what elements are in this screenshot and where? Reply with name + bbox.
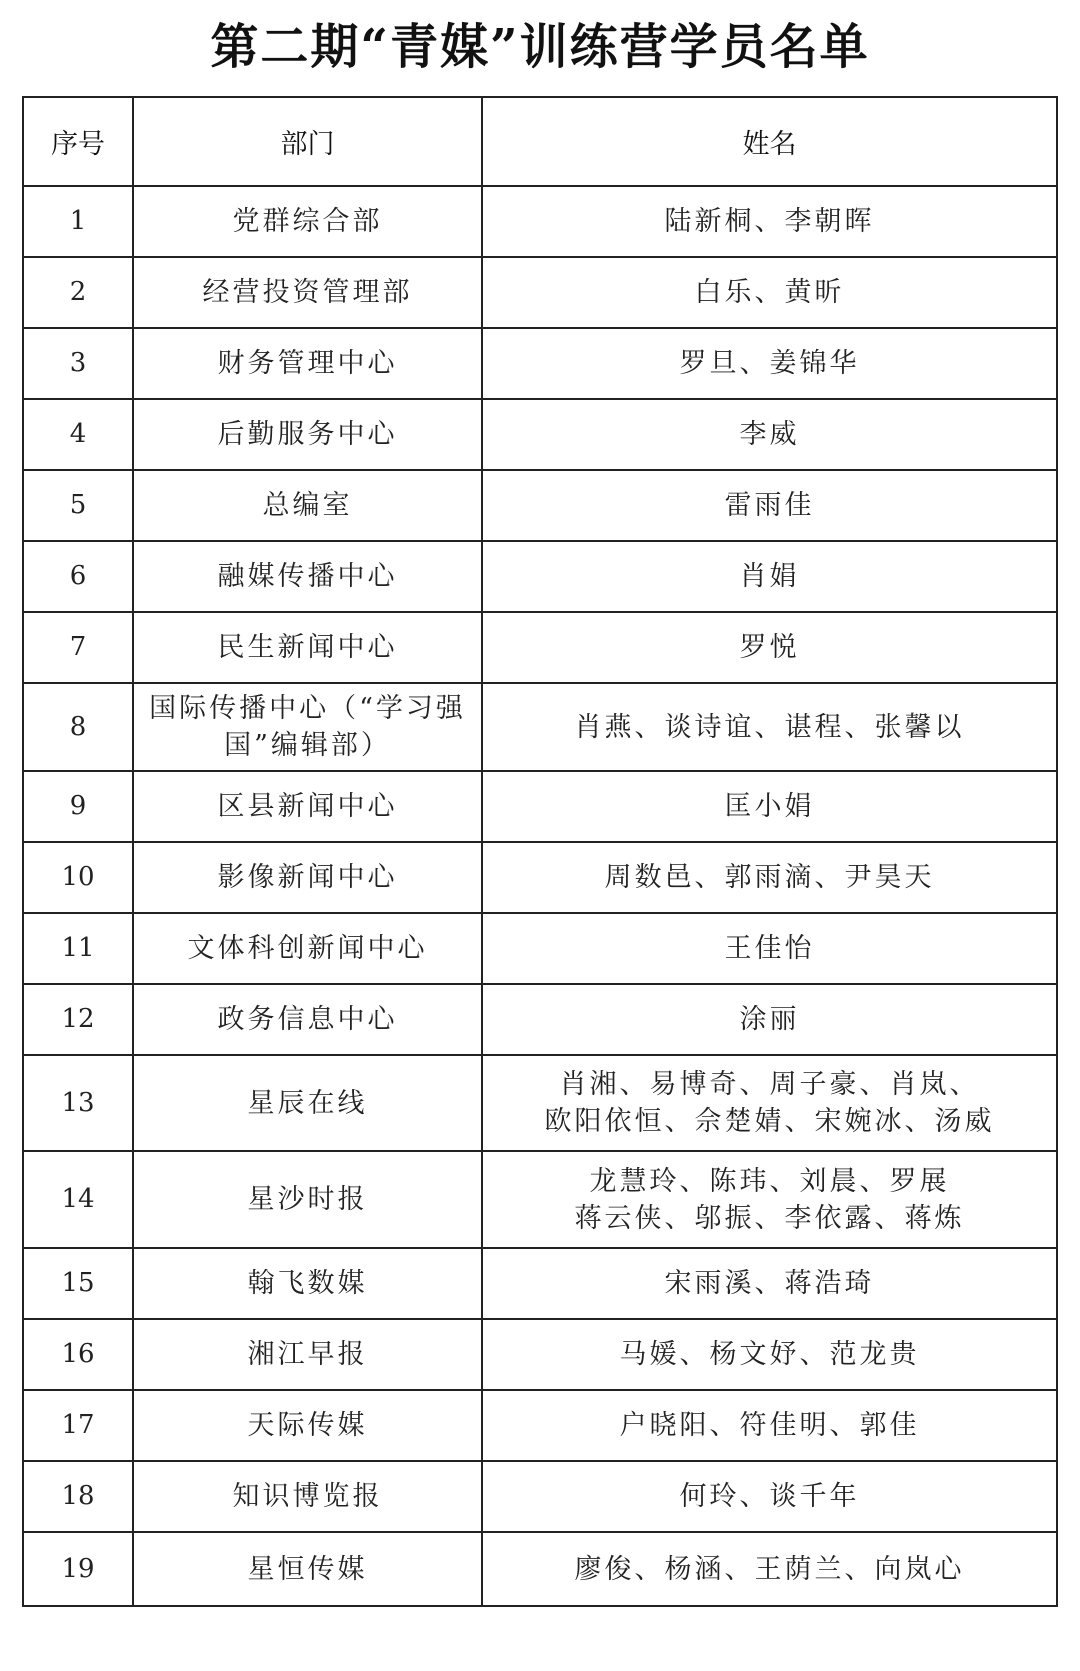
row-department [133, 1390, 482, 1461]
header-department: 部门 [133, 97, 482, 186]
row-number: 7 [23, 612, 133, 683]
table-row [23, 1461, 1057, 1532]
row-number: 14 [23, 1151, 133, 1248]
row-names [482, 1151, 1057, 1248]
row-department [133, 913, 482, 984]
row-number: 11 [23, 913, 133, 984]
row-names [482, 257, 1057, 328]
department-line: 国”编辑部） [224, 730, 391, 761]
row-number: 12 [23, 984, 133, 1055]
table-row [23, 328, 1057, 399]
names-line: 罗旦、姜锦华 [679, 348, 860, 379]
row-number: 6 [23, 541, 133, 612]
table-row [23, 612, 1057, 683]
names-line: 肖娟 [739, 561, 800, 592]
page-title: 第二期“青媒”训练营学员名单 [210, 19, 870, 75]
names-line: 欧阳依恒、佘楚婧、宋婉冰、汤威 [544, 1106, 995, 1137]
row-names [482, 1319, 1057, 1390]
department-line: 国际传播中心（“学习强 [149, 693, 466, 724]
names-line: 王佳怡 [724, 933, 815, 964]
row-department [133, 257, 482, 328]
table-row [23, 1390, 1057, 1461]
names-line: 蒋云侠、邬振、李依露、蒋炼 [574, 1202, 965, 1234]
department-line: 总编室 [262, 490, 353, 521]
names-line: 户晓阳、符佳明、郭佳 [619, 1410, 920, 1441]
table-row [23, 771, 1057, 842]
department-line: 后勤服务中心 [217, 419, 398, 450]
row-department [133, 984, 482, 1055]
names-line: 白乐、黄昕 [694, 277, 845, 308]
row-number: 19 [23, 1532, 133, 1606]
row-number: 5 [23, 470, 133, 541]
table-row [23, 1248, 1057, 1319]
row-names [482, 1248, 1057, 1319]
names-line: 马媛、杨文妤、范龙贵 [619, 1339, 920, 1370]
table-row [23, 1055, 1057, 1151]
names-line: 廖俊、杨涵、王荫兰、向岚心 [574, 1553, 965, 1585]
names-line: 罗悦 [739, 632, 800, 663]
department-line: 影像新闻中心 [217, 862, 398, 893]
row-department [133, 1319, 482, 1390]
row-names [482, 1390, 1057, 1461]
table-row [23, 683, 1057, 771]
names-line: 匡小娟 [724, 791, 815, 822]
row-number: 1 [23, 186, 133, 257]
row-names [482, 842, 1057, 913]
department-line: 星沙时报 [247, 1184, 368, 1215]
row-names [482, 328, 1057, 399]
row-department [133, 541, 482, 612]
names-line: 陆新桐、李朝晖 [664, 206, 875, 237]
row-names [482, 612, 1057, 683]
table-row [23, 1319, 1057, 1390]
row-number: 4 [23, 399, 133, 470]
roster-body [23, 186, 1057, 1606]
department-line: 星恒传媒 [247, 1553, 368, 1585]
department-line: 民生新闻中心 [217, 632, 398, 663]
row-number: 13 [23, 1055, 133, 1151]
row-department [133, 842, 482, 913]
names-line: 何玲、谈千年 [679, 1481, 860, 1512]
row-number: 15 [23, 1248, 133, 1319]
table-row [23, 984, 1057, 1055]
header-row [23, 97, 1057, 186]
row-number: 9 [23, 771, 133, 842]
names-line: 宋雨溪、蒋浩琦 [664, 1268, 875, 1299]
department-line: 财务管理中心 [217, 348, 398, 379]
row-names [482, 984, 1057, 1055]
table-row [23, 842, 1057, 913]
row-names [482, 186, 1057, 257]
table-row [23, 1532, 1057, 1606]
names-line: 肖燕、谈诗谊、谌程、张馨以 [574, 711, 965, 743]
row-names [482, 541, 1057, 612]
row-department [133, 1055, 482, 1151]
row-department [133, 1461, 482, 1532]
table-row [23, 257, 1057, 328]
row-department [133, 612, 482, 683]
table-row [23, 913, 1057, 984]
row-department [133, 683, 482, 771]
names-line: 肖湘、易博奇、周子豪、肖岚、 [559, 1069, 980, 1100]
names-line: 雷雨佳 [724, 490, 815, 521]
department-line: 区县新闻中心 [217, 791, 398, 822]
department-line: 党群综合部 [232, 206, 383, 237]
table-row [23, 399, 1057, 470]
names-line: 龙慧玲、陈玮、刘晨、罗展 [589, 1165, 950, 1197]
roster-table [22, 96, 1058, 1607]
department-line: 融媒传播中心 [217, 561, 398, 592]
row-number: 10 [23, 842, 133, 913]
table-row [23, 186, 1057, 257]
row-department [133, 1532, 482, 1606]
department-line: 湘江早报 [247, 1339, 368, 1370]
header-names: 姓名 [482, 97, 1057, 186]
row-names [482, 1055, 1057, 1151]
row-department [133, 1248, 482, 1319]
row-number: 2 [23, 257, 133, 328]
row-department [133, 1151, 482, 1248]
names-line: 李威 [739, 419, 800, 450]
row-number: 16 [23, 1319, 133, 1390]
department-line: 经营投资管理部 [202, 277, 413, 308]
row-names [482, 399, 1057, 470]
row-names [482, 1532, 1057, 1606]
department-line: 天际传媒 [247, 1410, 368, 1441]
department-line: 政务信息中心 [217, 1004, 398, 1035]
department-line: 知识博览报 [232, 1481, 383, 1512]
row-number: 3 [23, 328, 133, 399]
department-line: 翰飞数媒 [247, 1268, 368, 1299]
row-number: 8 [23, 683, 133, 771]
department-line: 星辰在线 [247, 1087, 368, 1119]
row-names [482, 771, 1057, 842]
row-department [133, 399, 482, 470]
row-number: 17 [23, 1390, 133, 1461]
row-department [133, 470, 482, 541]
row-department [133, 328, 482, 399]
header-number: 序号 [23, 97, 133, 186]
table-row [23, 1151, 1057, 1248]
row-names [482, 683, 1057, 771]
names-line: 涂丽 [739, 1004, 800, 1035]
row-names [482, 913, 1057, 984]
department-line: 文体科创新闻中心 [187, 933, 428, 964]
row-names [482, 1461, 1057, 1532]
names-line: 周数邑、郭雨滴、尹昊天 [604, 862, 935, 893]
row-number: 18 [23, 1461, 133, 1532]
row-department [133, 771, 482, 842]
row-names [482, 470, 1057, 541]
table-row [23, 541, 1057, 612]
table-row [23, 470, 1057, 541]
row-department [133, 186, 482, 257]
